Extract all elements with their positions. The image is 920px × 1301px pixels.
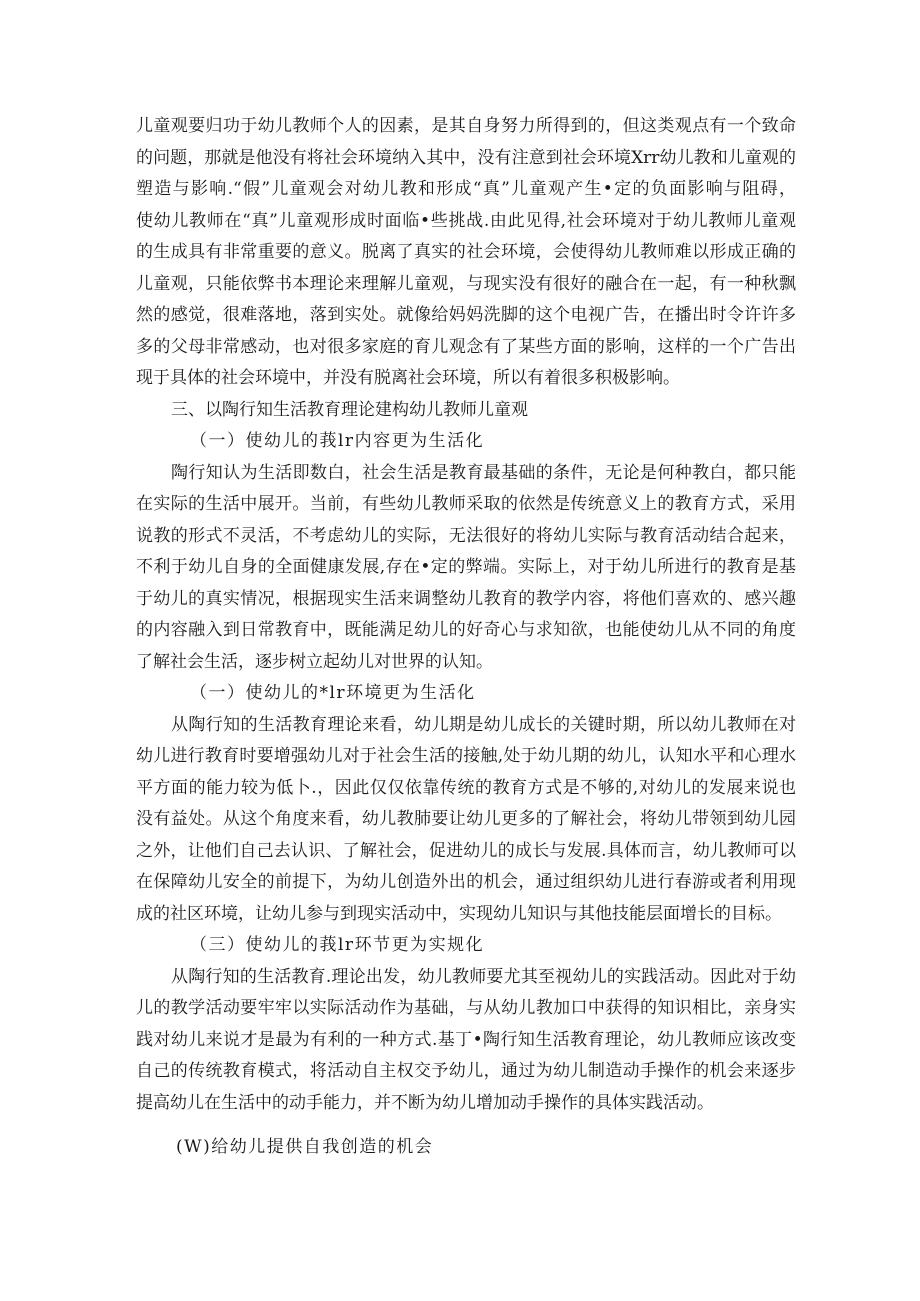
paragraph-line: 说教的形式不灵活，不考虑幼儿的实际，无法很好的将幼儿实际与教育活动结合起来， bbox=[136, 526, 796, 546]
paragraph-line: 之外，让他们自己去认识、了解社会，促进幼儿的成长与发展.具体而言，幼儿教师可以 bbox=[136, 841, 796, 861]
paragraph-line: 塑造与影响.“假”儿童观会对幼儿教和形成“真”儿童观产生•定的负面影响与阻碍， bbox=[136, 179, 796, 199]
paragraph-line: 从陶行知的生活教育理论来看，幼儿期是幼儿成长的关键时期，所以幼儿教师在对 bbox=[171, 715, 796, 735]
section-title: 三、以陶行知生活教育理论建构幼儿教师儿童观 bbox=[171, 400, 528, 420]
paragraph-line: 儿童观要归功于幼儿教师个人的因素，是其自身努力所得到的，但这类观点有一个致命 bbox=[136, 116, 796, 136]
paragraph-line: 了解社会生活，逐步树立起幼儿对世界的认知。 bbox=[136, 652, 493, 672]
paragraph-line: 多的父母非常感动，也对很多家庭的育儿观念有了某些方面的影响，这样的一个广告出 bbox=[136, 337, 796, 357]
paragraph-line: 于幼儿的真实情况，根据现实生活来调整幼儿教育的教学内容，将他们喜欢的、感兴趣 bbox=[136, 589, 796, 609]
paragraph-line: 没有益处。从这个角度来看，幼儿教肺要让幼儿更多的了解社会，将幼儿带领到幼儿园 bbox=[136, 809, 796, 829]
paragraph-line: 提高幼儿在生活中的动手能力，并不断为幼儿增加动手操作的具体实践活动。 bbox=[136, 1093, 714, 1113]
paragraph-line: 陶行知认为生活即数白，社会生活是教育最基础的条件，无论是何种教白，都只能 bbox=[171, 463, 796, 483]
paragraph-line: 使幼儿教师在“真”儿童观形成时面临•些挑战.由此见得,社会环境对于幼儿教师儿童观 bbox=[136, 211, 796, 231]
paragraph-line: 幼儿进行教育时要增强幼儿对于社会生活的接触,处于幼儿期的幼儿，认知水平和心理水 bbox=[136, 746, 796, 766]
paragraph-line: 自己的传统教育模式，将活动自主权交予幼儿，通过为幼儿制造动手操作的机会来逐步 bbox=[136, 1061, 796, 1081]
subsection-title: (W)给幼儿提供自我创造的机会 bbox=[176, 1137, 434, 1157]
paragraph-line: 在保障幼儿安全的前提下，为幼儿创造外出的机会，通过组织幼儿进行春游或者利用现 bbox=[136, 872, 796, 892]
paragraph-line: 成的社区环境，让幼儿参与到现实活动中，实现幼儿知识与其他技能层面增长的目标。 bbox=[136, 904, 782, 924]
paragraph-line: 不利于幼儿自身的全面健康发展,存在•定的弊端。实际上，对于幼儿所进行的教育是基 bbox=[136, 557, 796, 577]
paragraph-line: 的内容融入到日常教育中，既能满足幼儿的好奇心与求知欲，也能使幼儿从不同的角度 bbox=[136, 620, 796, 640]
paragraph-line: 现于具体的社会环境中，并没有脱离社会环境，所以有着很多积极影响。 bbox=[136, 368, 680, 388]
paragraph-line: 践对幼儿来说才是最为有利的一种方式.基丁•陶行知生活教育理论，幼儿教师应该改变 bbox=[136, 1030, 796, 1050]
subsection-title: （三）使幼儿的莪lr环节更为实规化 bbox=[190, 935, 485, 955]
subsection-title: （一）使幼儿的*lr环境更为生活化 bbox=[190, 683, 476, 703]
paragraph-line: 的问题，那就是他没有将社会环境纳入其中，没有注意到社会环境Xrr幼儿教和儿童观的 bbox=[136, 148, 796, 168]
paragraph-line: 儿童观，只能依弊书本理论来理解儿童观，与现实没有很好的融合在一起，有一种秋飘 bbox=[136, 274, 796, 294]
paragraph-line: 在实际的生活中展开。当前，有些幼儿教师采取的依然是传统意义上的教育方式，采用 bbox=[136, 494, 796, 514]
paragraph-line: 的生成具有非常重要的意义。脱离了真实的社会环境，会使得幼儿教师难以形成正确的 bbox=[136, 242, 796, 262]
paragraph-line: 平方面的能力较为低卜.，因此仅仅依靠传统的教育方式是不够的,对幼儿的发展来说也 bbox=[136, 778, 796, 798]
paragraph-line: 然的感觉，很难落地，落到实处。就像给妈妈洗脚的这个电视广告，在播出时令许许多 bbox=[136, 305, 796, 325]
paragraph-line: 从陶行知的生活教育.理论出发，幼儿教师要尤其至视幼儿的实践活动。因此对于幼 bbox=[171, 967, 796, 987]
paragraph-line: 儿的教学活动要牢牢以实际活动作为基础，与从幼儿教加口中获得的知识相比，亲身实 bbox=[136, 998, 796, 1018]
subsection-title: （一）使幼儿的莪lr内容更为生活化 bbox=[190, 431, 485, 451]
